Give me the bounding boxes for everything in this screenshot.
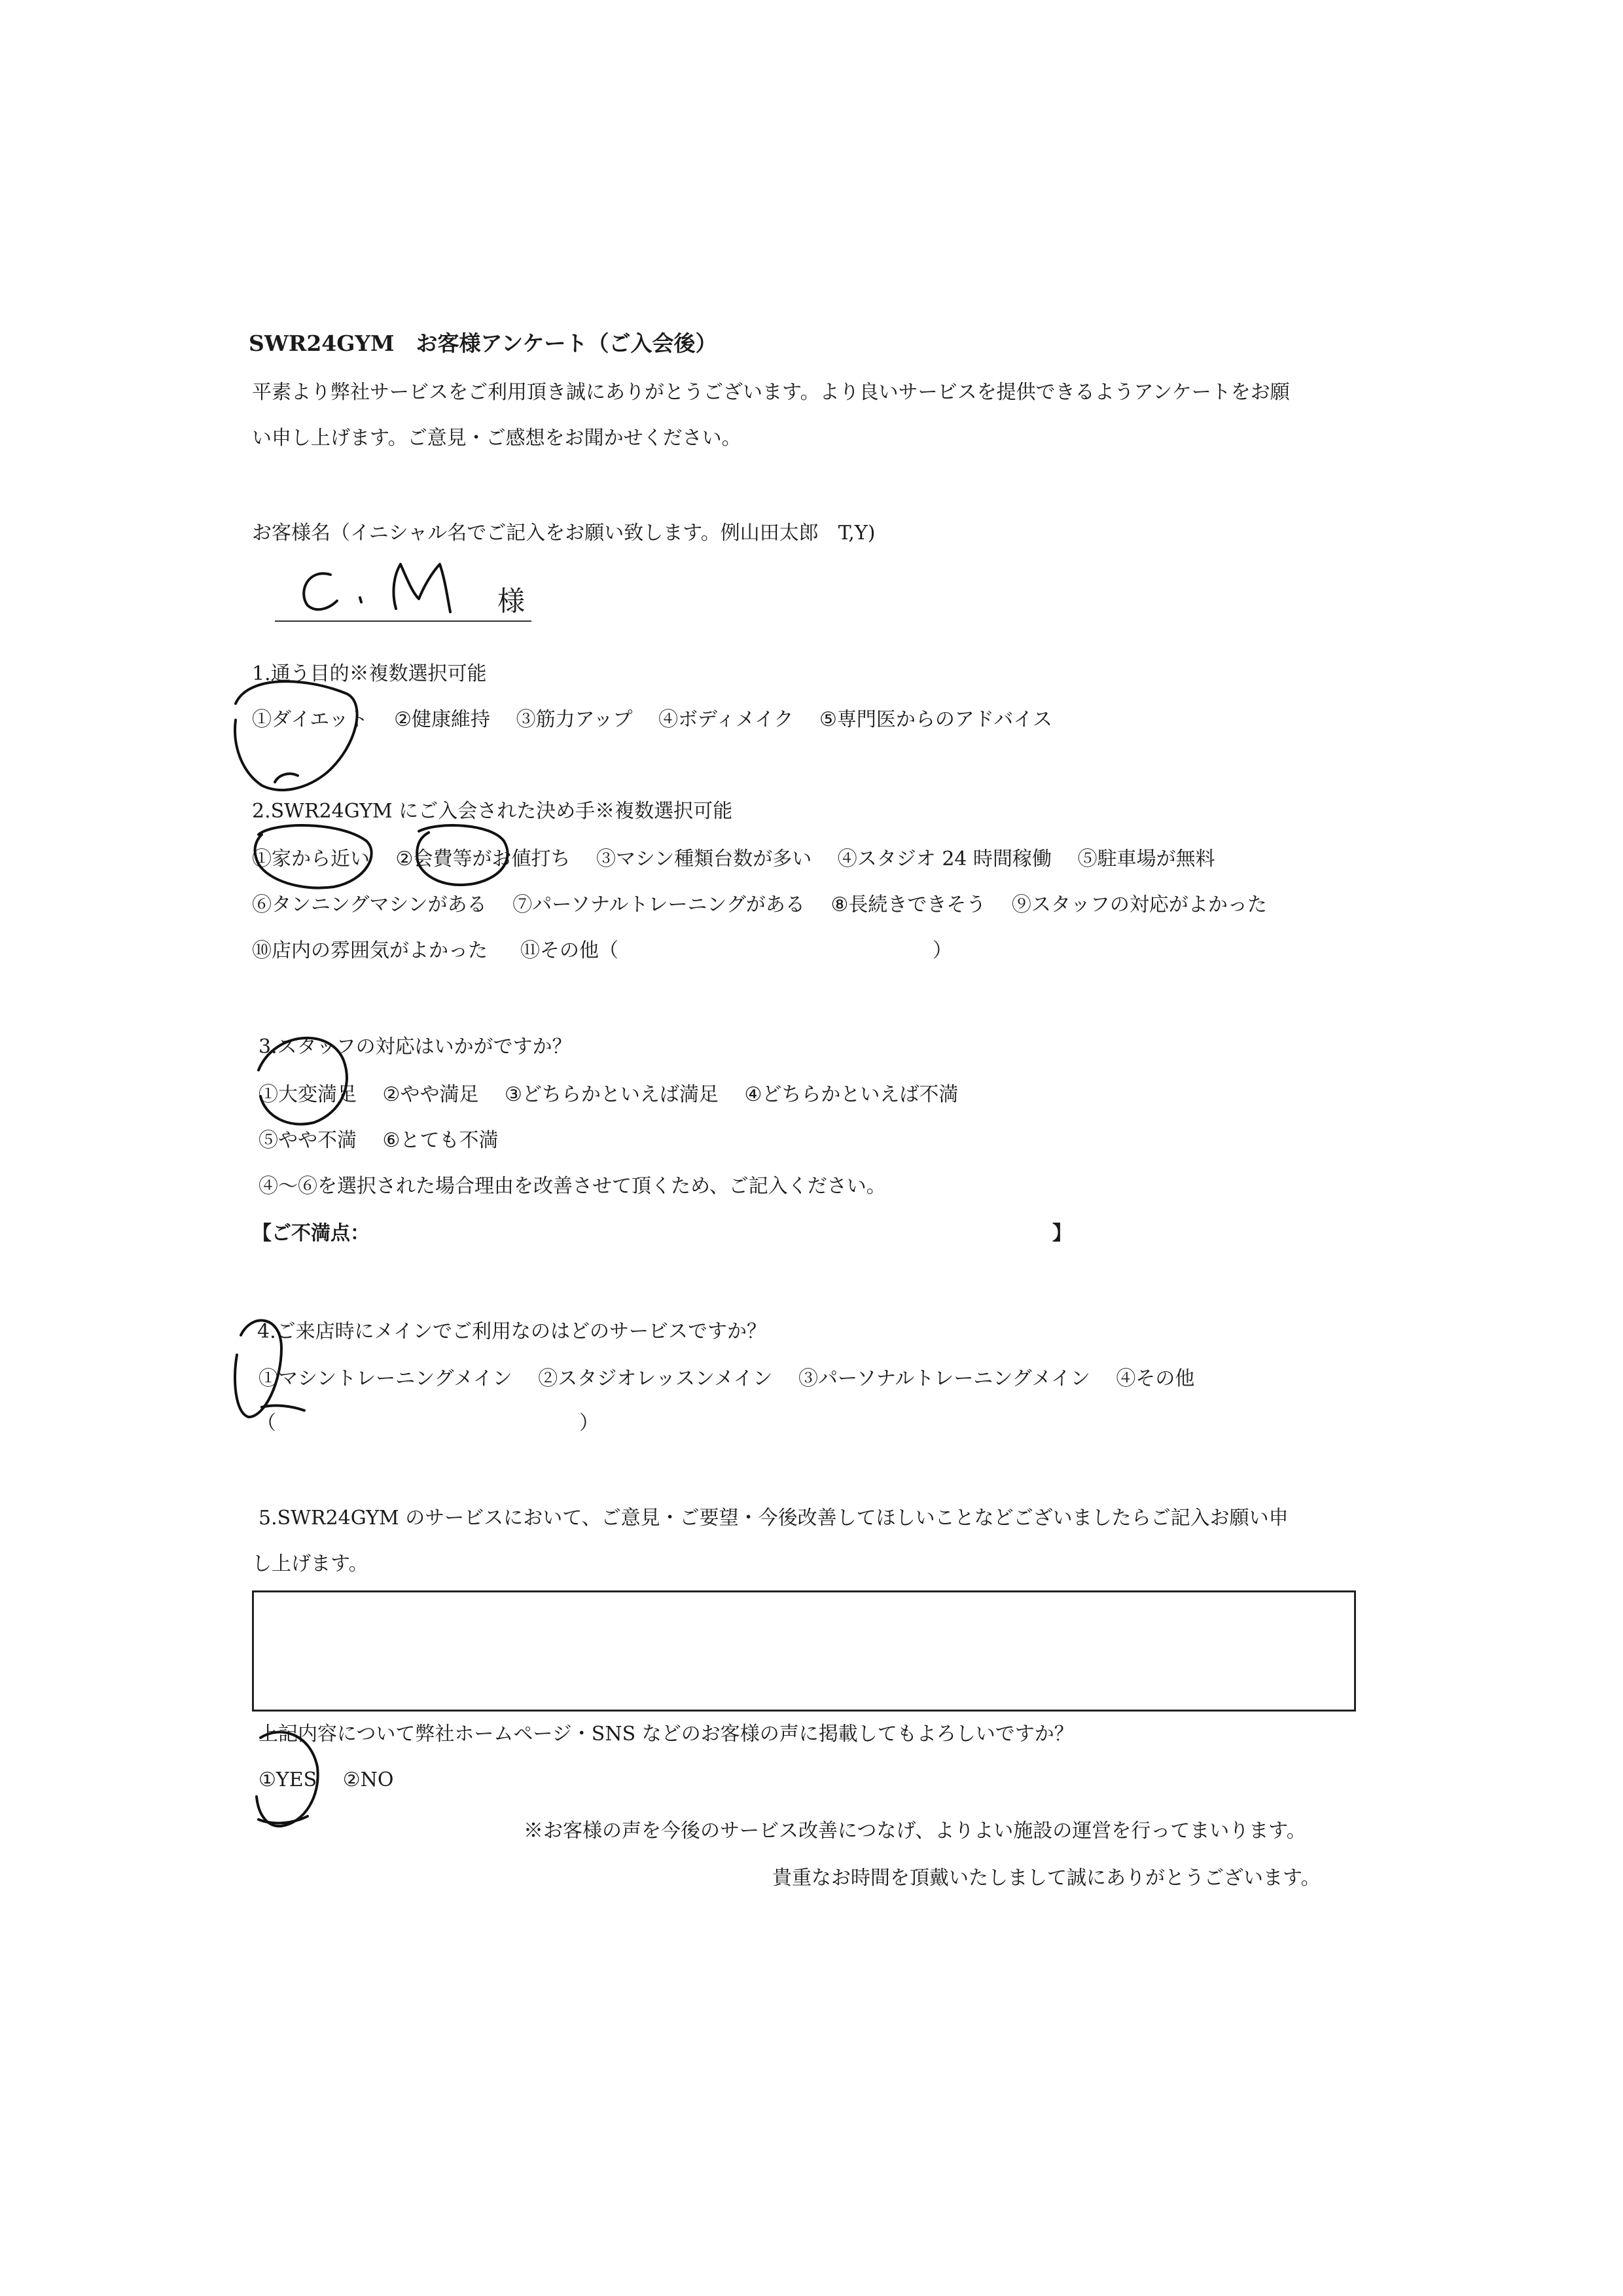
q2-option-7[interactable]: ⑦パーソナルトレーニングがある <box>512 893 805 916</box>
q1-options <box>252 710 1072 730</box>
customer-name-suffix: 様 <box>497 585 526 617</box>
footer-note: ※お客様の声を今後のサービス改善につなげ、よりよい施設の運営を行ってまいります。 <box>524 1820 1306 1842</box>
q2-option-1[interactable]: ①家から近い <box>252 848 370 870</box>
q3-note: ④～⑥を選択された場合理由を改善させて頂くため、ご記入ください。 <box>259 1175 886 1198</box>
q2-option-10[interactable]: ⑩店内の雰囲気がよかった <box>252 939 488 962</box>
q3-option-4[interactable]: ④どちらかといえば不満 <box>744 1083 959 1106</box>
footer-thanks: 貴重なお時間を頂戴いたしまして誠にありがとうございます。 <box>772 1867 1321 1890</box>
q2-option-9[interactable]: ⑨スタッフの対応がよかった <box>1011 893 1267 916</box>
intro-line-2: い申し上げます。ご意見・ご感想をお聞かせください。 <box>252 427 741 450</box>
q6-option-yes[interactable]: ①YES <box>259 1768 317 1791</box>
q4-option-1[interactable]: ①マシントレーニングメイン <box>259 1367 512 1390</box>
q3-option-3[interactable]: ③どちらかといえば満足 <box>505 1083 719 1106</box>
q3-option-5[interactable]: ⑤やや不満 <box>259 1129 357 1152</box>
q4-options <box>259 1369 1214 1389</box>
q4-other-close: ） <box>579 1412 599 1435</box>
q2-label: 2.SWR24GYM にご入会された決め手※複数選択可能 <box>252 800 733 823</box>
q4-option-2[interactable]: ②スタジオレッスンメイン <box>538 1367 773 1390</box>
q1-label: 1.通う目的※複数選択可能 <box>252 662 487 685</box>
q6-label: 上記内容について弊社ホームページ・SNS などのお客様の声に掲載してもよろしいですか？ <box>259 1723 1074 1746</box>
q3-complaint-close: 】 <box>1052 1222 1072 1245</box>
q2-row-1 <box>252 850 1235 869</box>
customer-name-prompt: お客様名（イニシャル名でご記入をお願い致します。例山田太郎 T,Y) <box>252 522 876 545</box>
q1-mark <box>235 681 357 790</box>
q2-option-8[interactable]: ⑧長続きできそう <box>830 893 986 916</box>
q4-option-3[interactable]: ③パーソナルトレーニングメイン <box>798 1367 1090 1390</box>
q6-option-no[interactable]: ②NO <box>342 1768 394 1791</box>
survey-title: SWR24GYM お客様アンケート（ご入会後） <box>249 331 717 356</box>
q1-option-1[interactable]: ①ダイエット <box>252 708 368 731</box>
q2-option-3[interactable]: ③マシン種類台数が多い <box>596 848 812 870</box>
q3-row-2 <box>259 1131 518 1151</box>
q1-option-3[interactable]: ③筋力アップ <box>516 708 633 731</box>
q1-option-4[interactable]: ④ボディメイク <box>658 708 794 731</box>
q2-option-11[interactable]: ⑪その他（ <box>520 939 618 962</box>
q3-option-2[interactable]: ②やや満足 <box>382 1083 479 1106</box>
q3-complaint-field[interactable] <box>376 1221 1031 1245</box>
q3-label: 3.スタッフの対応はいかがですか？ <box>259 1035 572 1058</box>
q5-comment-box[interactable] <box>252 1590 1356 1712</box>
customer-name-line <box>275 620 531 622</box>
intro-line-1: 平素より弊社サービスをご利用頂き誠にありがとうございます。より良いサービスを提供できるようアンケートをお願 <box>252 381 1290 404</box>
q2-option-6[interactable]: ⑥タンニングマシンがある <box>252 893 487 916</box>
q4-label: 4.ご来店時にメインでご利用なのはどのサービスですか？ <box>257 1320 767 1343</box>
q1-option-5[interactable]: ⑤専門医からのアドバイス <box>819 708 1053 731</box>
q4-other-open: （ <box>257 1412 276 1435</box>
q4-option-4[interactable]: ④その他 <box>1116 1367 1195 1390</box>
handwritten-name <box>304 573 337 609</box>
q5-label-line-2: し上げます。 <box>252 1552 368 1575</box>
q2-option-5[interactable]: ⑤駐車場が無料 <box>1077 848 1215 870</box>
q3-option-6[interactable]: ⑥とても不満 <box>382 1129 499 1152</box>
q3-row-1 <box>259 1085 978 1105</box>
q5-label-line-1: 5.SWR24GYM のサービスにおいて、ご意見・ご要望・今後改善してほしいことなどございましたらご記入お願い申 <box>259 1507 1289 1530</box>
q2-other-close: ） <box>933 939 952 962</box>
q6-options <box>259 1770 413 1790</box>
q1-option-2[interactable]: ②健康維持 <box>394 708 491 731</box>
q2-option-2[interactable]: ②会費等がお値打ち <box>395 848 571 870</box>
q2-option-4[interactable]: ④スタジオ 24 時間稼働 <box>837 848 1052 870</box>
q3-complaint-open: 【ご不満点： <box>252 1222 370 1245</box>
q2-row-2 <box>252 895 1287 915</box>
q3-option-1[interactable]: ①大変満足 <box>259 1083 357 1106</box>
